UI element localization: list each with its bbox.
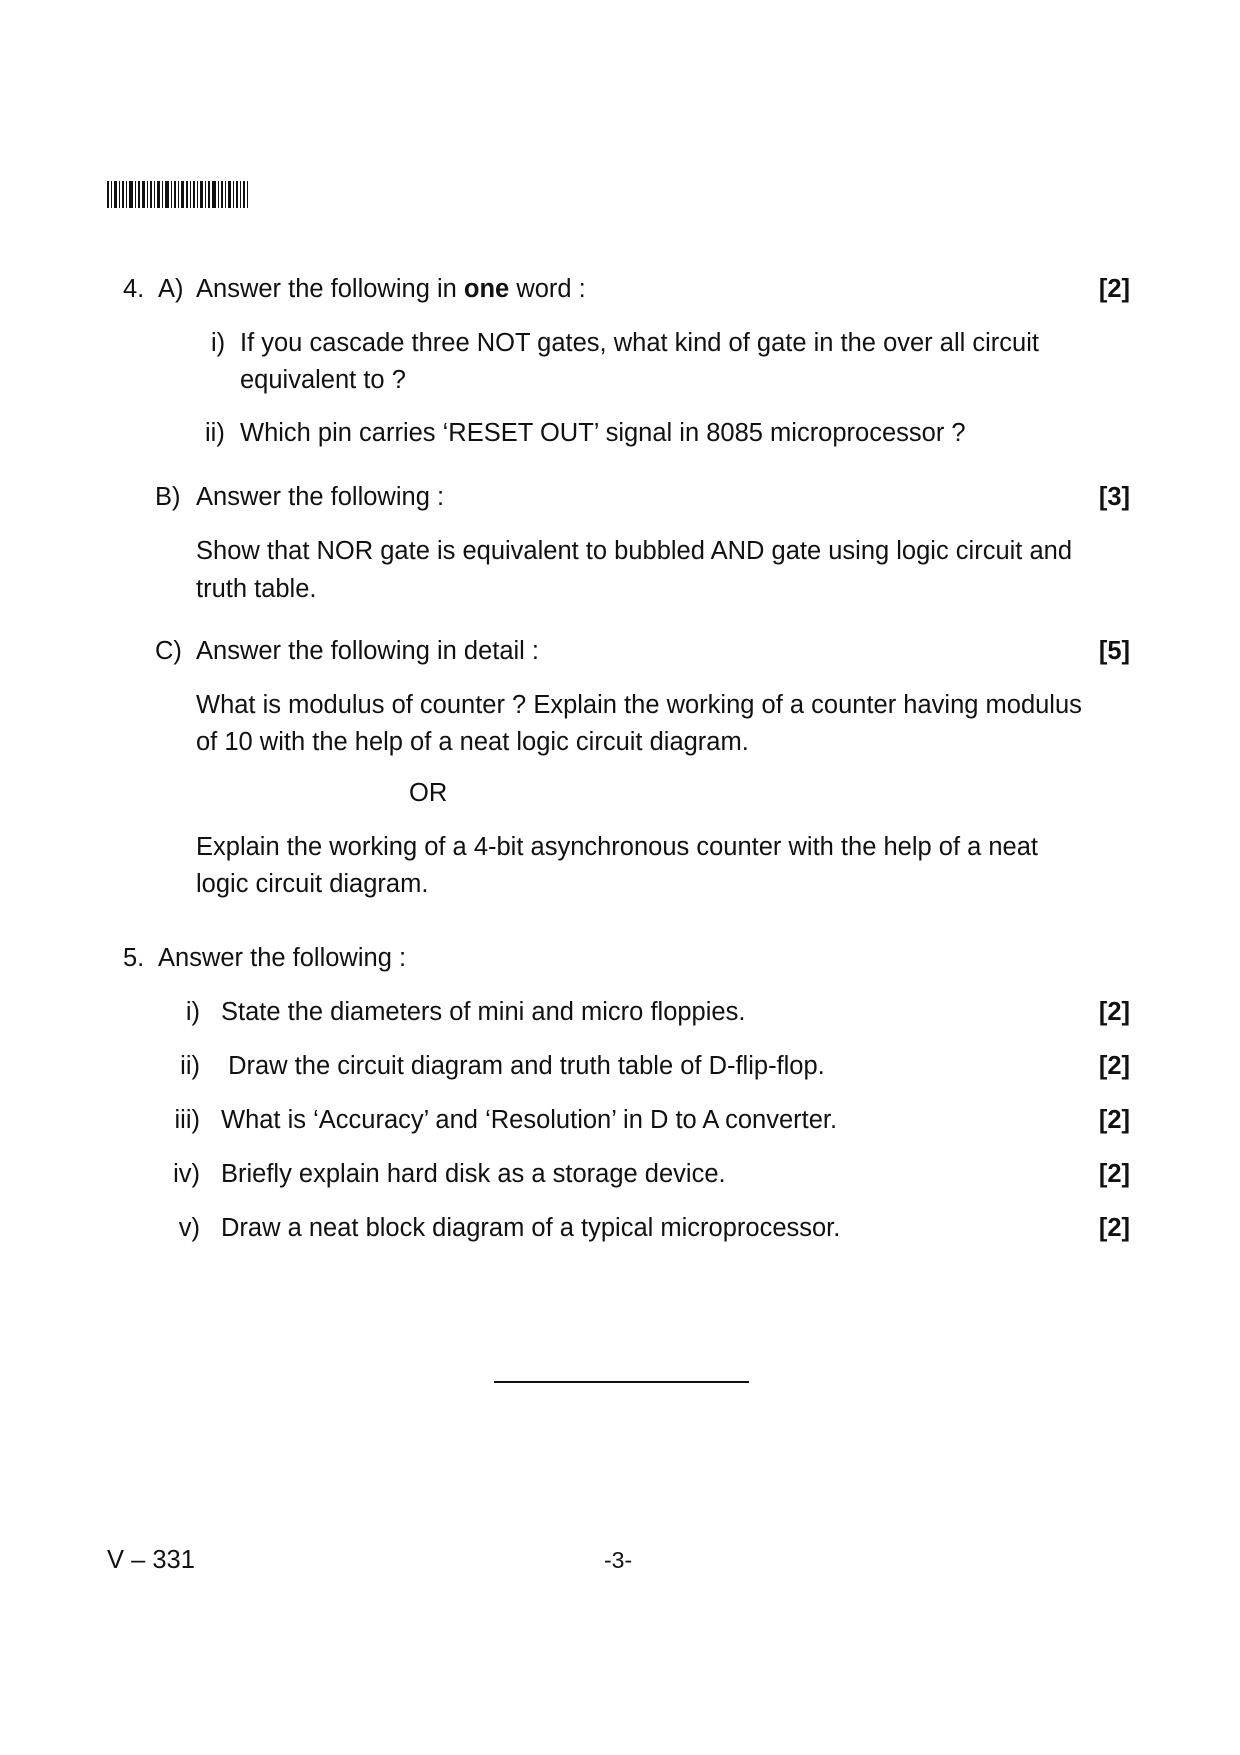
part-c-prompt: Answer the following in detail : <box>196 637 540 665</box>
part-b-prompt: Answer the following : <box>196 483 445 511</box>
paper-code: V – 331 <box>107 1546 195 1574</box>
item-text-continued: equivalent to ? <box>240 366 406 394</box>
marks: [2] <box>1098 1052 1130 1080</box>
item-number: i) <box>211 329 226 357</box>
item-text: Draw the circuit diagram and truth table of D-flip-flop. <box>221 1052 825 1080</box>
part-c-alt-body: Explain the working of a 4-bit asynchronous counter with the help of a neat <box>196 833 1039 861</box>
marks: [2] <box>1098 998 1130 1026</box>
part-b-body: Show that NOR gate is equivalent to bubbled AND gate using logic circuit and <box>196 537 1073 565</box>
item-number: ii) <box>205 419 225 447</box>
marks: [2] <box>1098 1214 1130 1242</box>
question-number: 4. <box>123 275 145 303</box>
item-number: i) <box>185 998 200 1026</box>
marks: [2] <box>1098 1106 1130 1134</box>
part-a-prompt: Answer the following in one word : <box>196 275 586 303</box>
marks: [3] <box>1098 483 1130 511</box>
item-text: State the diameters of mini and micro floppies. <box>221 998 746 1026</box>
item-text: Draw a neat block diagram of a typical microprocessor. <box>221 1214 841 1242</box>
item-number: iii) <box>174 1106 200 1134</box>
part-label: B) <box>155 483 181 511</box>
end-rule <box>494 1381 749 1383</box>
part-b-body-continued: truth table. <box>196 575 317 603</box>
item-text: What is ‘Accuracy’ and ‘Resolution’ in D to A converter. <box>221 1106 838 1134</box>
marks: [5] <box>1098 637 1130 665</box>
barcode-icon <box>107 181 248 208</box>
item-text: Which pin carries ‘RESET OUT’ signal in 8085 microprocessor ? <box>240 419 966 447</box>
question-number: 5. <box>123 944 145 972</box>
part-c-body-continued: of 10 with the help of a neat logic circuit diagram. <box>196 728 749 756</box>
page-number: -3- <box>604 1547 633 1573</box>
item-number: ii) <box>180 1052 200 1080</box>
item-text: If you cascade three NOT gates, what kind of gate in the over all circuit <box>240 329 1039 357</box>
marks: [2] <box>1098 275 1130 303</box>
item-number: iv) <box>173 1160 200 1188</box>
or-separator: OR <box>409 779 448 807</box>
question-prompt: Answer the following : <box>158 944 407 972</box>
part-label: C) <box>155 637 182 665</box>
part-label: A) <box>158 275 184 303</box>
item-number: v) <box>178 1214 200 1242</box>
marks: [2] <box>1098 1160 1130 1188</box>
item-text: Briefly explain hard disk as a storage device. <box>221 1160 726 1188</box>
part-c-alt-body-continued: logic circuit diagram. <box>196 870 429 898</box>
part-c-body: What is modulus of counter ? Explain the working of a counter having modulus <box>196 691 1082 719</box>
